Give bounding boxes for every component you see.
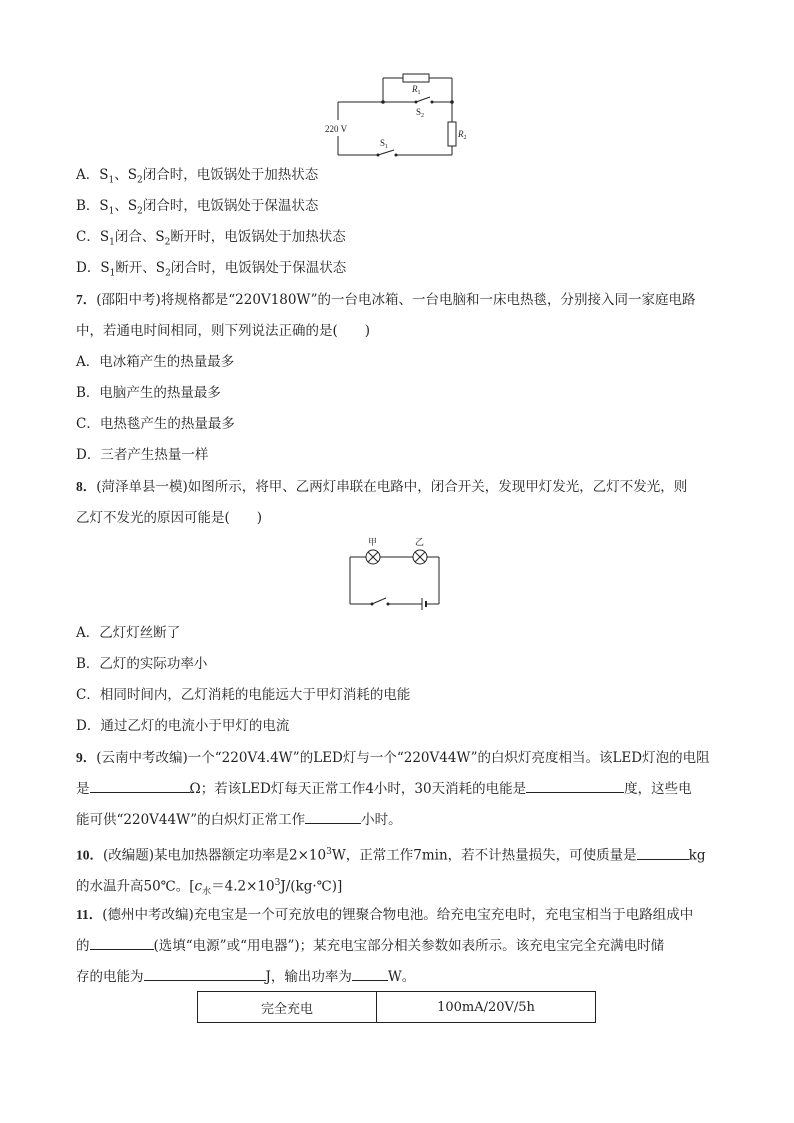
table-row	[198, 992, 596, 1023]
q7-option-b: B．电脑产生的热量最多	[76, 385, 221, 401]
q8-option-c: C．相同时间内，乙灯消耗的电能远大于甲灯消耗的电能	[76, 687, 411, 703]
q9-answer-blank-energy[interactable]	[526, 780, 624, 793]
lamp-yi-label: 乙	[415, 537, 425, 547]
q8-stem-line1: 8．(菏泽单县一模)如图所示，将甲、乙两灯串联在电路中，闭合开关，发现甲灯发光，乙灯不发光，则	[76, 479, 688, 495]
q8-option-b: B．乙灯的实际功率小	[76, 656, 208, 672]
lamp-jia-label: 甲	[368, 537, 378, 547]
q10-stem-line2: 的水温升高50℃。$[c_水=4.2\times 10^3J/(kg\cdot℃)]$	[76, 878, 343, 898]
q9-stem-line2: 是 Ω；若该LED灯每天正常工作4小时，30天消耗的电能是 度，这些电	[76, 781, 692, 797]
q10-stem-line1: 10．(改编题)某电加热器额定功率是$2\times 10^3W$，正常工作7min，若不计热量损失，可使质量是 kg	[76, 847, 706, 864]
rice-cooker-circuit-diagram	[320, 70, 480, 160]
q8-option-d: D．通过乙灯的电流小于甲灯的电流	[76, 718, 290, 734]
spec-value-cell: 100mA/20V/5h	[377, 992, 596, 1023]
q9-answer-blank-hours[interactable]	[305, 811, 361, 824]
q7-option-d: D．三者产生热量一样	[76, 447, 209, 463]
voltage-label: 220 V	[325, 124, 348, 134]
q6-option-b: B．$S_1$、$S_2$闭合时，电饭锅处于保温状态	[76, 198, 319, 217]
q7-stem-line1: 7．(邵阳中考)将规格都是“220V180W”的一台电冰箱、一台电脑和一床电热毯，分别接入同一家庭电路	[76, 292, 696, 308]
series-lamps-circuit-diagram	[340, 532, 450, 612]
q7-option-a: A．电冰箱产生的热量最多	[76, 354, 235, 370]
q11-answer-blank-power[interactable]	[352, 968, 388, 981]
s2-label: $S_2$	[416, 107, 425, 119]
q11-stem-line3: 存的电能为 J，输出功率为 W。	[76, 969, 416, 985]
q6-option-a: A．$S_1$、$S_2$闭合时，电饭锅处于加热状态	[76, 167, 319, 186]
q10-answer-blank-mass[interactable]	[637, 847, 689, 860]
q8-option-a: A．乙灯灯丝断了	[76, 625, 181, 641]
q9-answer-blank-resistance[interactable]	[90, 780, 190, 793]
q11-stem-line2: 的 (选填“电源”或“用电器”)；某充电宝部分相关参数如表所示。该充电宝完全充满电时储	[76, 938, 665, 954]
q9-stem-line1: 9．(云南中考改编)一个“220V4.4W”的LED灯与一个“220V44W”的白炽灯亮度相当。该LED灯泡的电阻	[76, 750, 710, 766]
r1-label: $R_1$	[412, 84, 421, 96]
q11-answer-blank-component[interactable]	[90, 937, 154, 950]
q8-stem-line2: 乙灯不发光的原因可能是( )	[76, 510, 263, 526]
q6-option-c: C．$S_1$闭合、$S_2$断开时，电饭锅处于加热状态	[76, 229, 346, 248]
power-bank-spec-table	[197, 991, 596, 1023]
s1-label: $S_1$	[380, 138, 389, 150]
spec-label-cell: 完全充电	[198, 992, 377, 1023]
r2-label: $R_2$	[458, 129, 467, 141]
q9-stem-line3: 能可供“220V44W”的白炽灯正常工作 小时。	[76, 812, 402, 828]
q11-answer-blank-energy[interactable]	[144, 968, 266, 981]
q11-stem-line1: 11．(德州中考改编)充电宝是一个可充放电的锂聚合物电池。给充电宝充电时，充电宝相当于电路组成中	[76, 907, 694, 923]
q7-stem-line2: 中，若通电时间相同，则下列说法正确的是( )	[76, 323, 371, 339]
q6-option-d: D．$S_1$断开、$S_2$闭合时，电饭锅处于保温状态	[76, 260, 347, 279]
q7-option-c: C．电热毯产生的热量最多	[76, 416, 235, 432]
